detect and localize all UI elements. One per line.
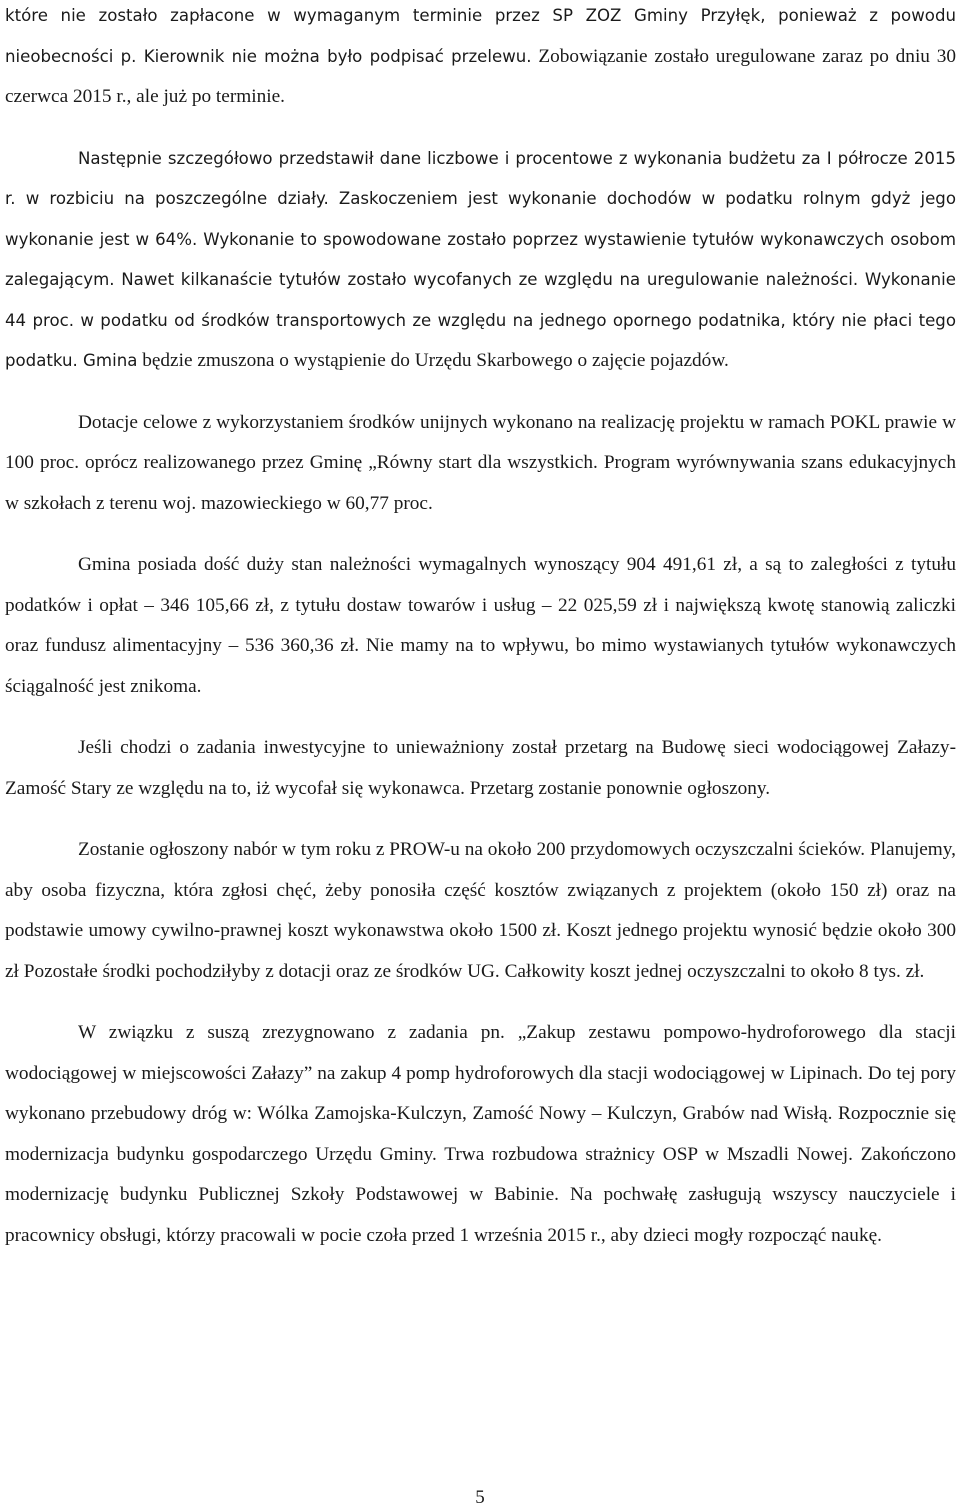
paragraph-4: [5, 545, 956, 707]
paragraph-2-part-2: będzie zmuszona o wystąpienie do Urzędu Skarbowego o zajęcie pojazdów.: [137, 350, 729, 371]
paragraph-1: [5, 0, 956, 118]
paragraph-7: [5, 1013, 956, 1256]
paragraph-7-part-1: W związku z suszą zrezygnowano z zadania pn. „Zakup zestawu pompowo-hydroforowego dla stacji wodociągowej w miejscowości Załazy” na zakup 4 pomp hydroforowych dla stacji wodociągowej w Lipinach. Do tej pory wykonano przebudowy dróg w: Wólka Zamojska-Kulczyn, Zamość Nowy – Kulczyn, Grabów nad Wisłą. Rozpocznie się modernizacja budynku gospodarczego Urzędu Gminy. Trwa rozbudowa strażnicy OSP w Mszadli Nowej. Zakończono modernizację budynku Publicznej Szkoły Podstawowej w Babinie. Na pochwałę zasługują wszyscy nauczyciele i pracownicy obsługi, którzy pracowali w pocie czoła przed 1 września 2015 r., aby dzieci mogły rozpocząć naukę.: [5, 1022, 956, 1246]
paragraph-3: [5, 403, 956, 525]
paragraph-3-part-1: Dotacje celowe z wykorzystaniem środków unijnych wykonano na realizację projektu w ramach POKL prawie w 100 proc. oprócz realizowanego przez Gminę „Równy start dla wszystkich. Program wyrównywania szans edukacyjnych w szkołach z terenu woj. mazowieckiego w 60,77 proc.: [5, 411, 956, 514]
paragraph-5-part-1: Jeśli chodzi o zadania inwestycyjne to unieważniony został przetarg na Budowę sieci wodociągowej Załazy-Zamość Stary ze względu na to, iż wycofał się wykonawca. Przetarg zostanie ponownie ogłoszony.: [5, 737, 956, 799]
paragraph-2: [5, 139, 956, 382]
paragraph-1-part-1: które nie zostało zapłacone w wymaganym terminie przez SP ZOZ Gminy Przyłęk, ponieważ z powodu nieobecności p. Kierownik nie można było podpisać przelewu.: [5, 6, 956, 66]
paragraph-2-part-1: Następnie szczegółowo przedstawił dane liczbowe i procentowe z wykonania budżetu za I półrocze 2015 r. w rozbiciu na poszczególne działy. Zaskoczeniem jest wykonanie dochodów w podatku rolnym gdyż jego wykonanie jest w 64%. Wykonanie to spowodowane zostało poprzez wystawienie tytułów wykonawczych osobom zalegającym. Nawet kilkanaście tytułów zostało wycofanych ze względu na uregulowanie należności. Wykonanie 44 proc. w podatku od środków transportowych ze względu na jednego opornego podatnika, który nie płaci tego podatku. Gmina: [5, 148, 956, 370]
document-page: [5, 0, 956, 1256]
page-number: 5: [475, 1487, 485, 1508]
paragraph-6-part-1: Zostanie ogłoszony nabór w tym roku z PROW-u na około 200 przydomowych oczyszczalni ścieków. Planujemy, aby osoba fizyczna, która zgłosi chęć, żeby ponosiła część kosztów związanych z projektem (około 150 zł) oraz na podstawie umowy cywilno-prawnej koszt wykonawstwa około 1500 zł. Koszt jednego projektu wynosić będzie około 300 zł Pozostałe środki pochodziłyby z dotacji oraz ze środków UG. Całkowity koszt jednej oczyszczalni to około 8 tys. zł.: [5, 839, 956, 982]
paragraph-4-part-1: Gmina posiada dość duży stan należności wymagalnych wynoszący 904 491,61 zł, a są to zaległości z tytułu podatków i opłat – 346 105,66 zł, z tytułu dostaw towarów i usług – 22 025,59 zł i największą kwotę stanowią zaliczki oraz fundusz alimentacyjny – 536 360,36 zł. Nie mamy na to wpływu, bo mimo wystawianych tytułów wykonawczych ściągalność jest znikoma.: [5, 554, 956, 697]
paragraph-1-part-2: Zobowiązanie zostało uregulowane zaraz po dniu 30 czerwca 2015 r., ale już po terminie.: [5, 45, 957, 107]
paragraph-5: [5, 728, 956, 809]
paragraph-6: [5, 830, 956, 992]
